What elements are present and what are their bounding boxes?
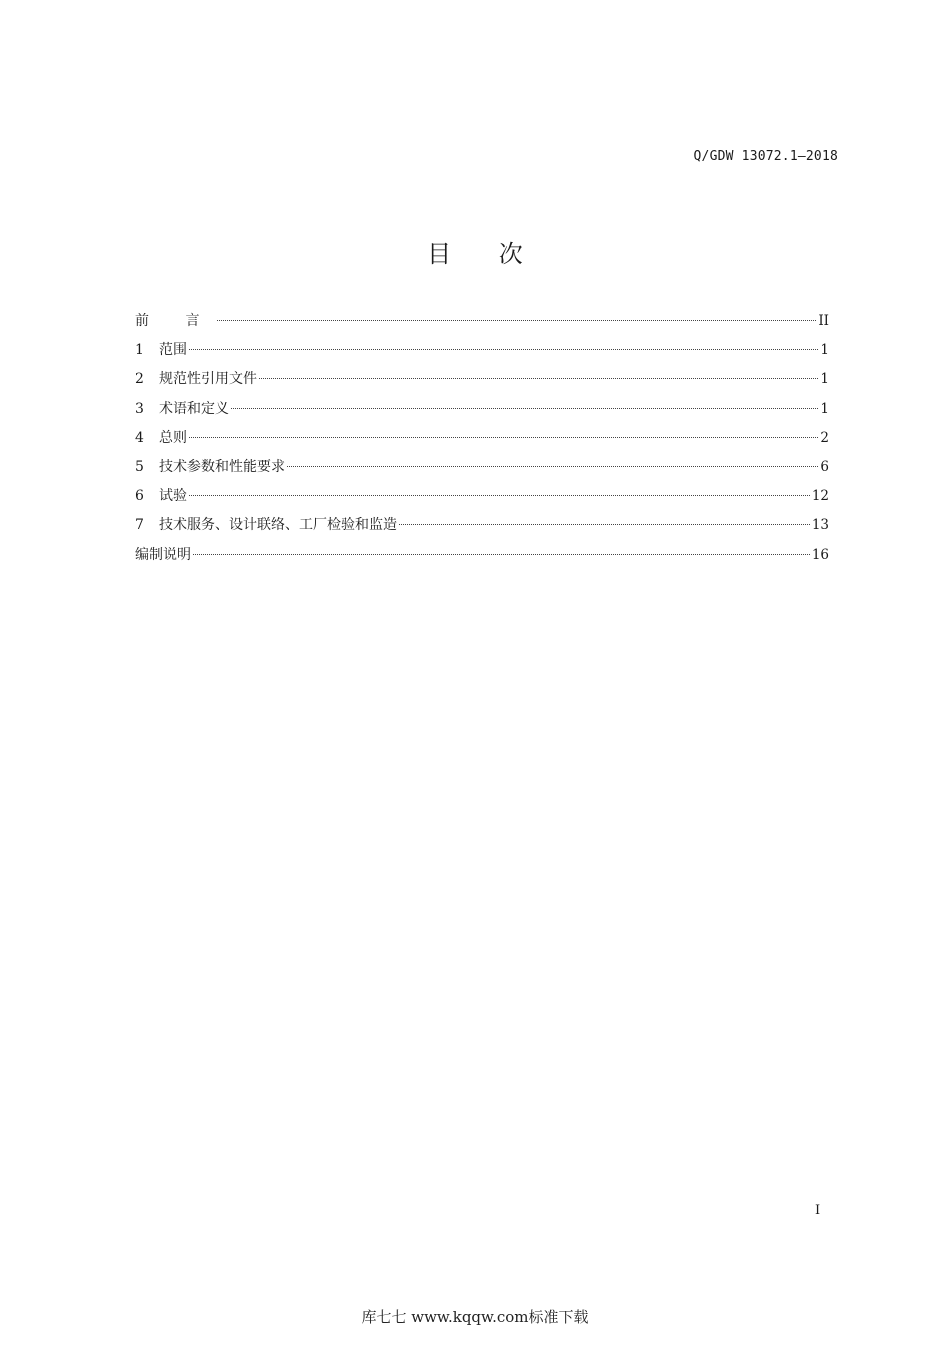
toc-dot-leader bbox=[217, 320, 816, 321]
toc-entry-tests[interactable] bbox=[135, 485, 829, 514]
toc-dot-leader bbox=[287, 466, 818, 467]
toc-entry-page: II bbox=[818, 313, 829, 329]
toc-entry-page: 1 bbox=[820, 400, 829, 417]
page-number: I bbox=[815, 1203, 821, 1218]
toc-entry-scope[interactable] bbox=[135, 339, 829, 368]
toc-entry-label: 范围 bbox=[159, 342, 187, 359]
toc-entry-foreword[interactable] bbox=[135, 310, 829, 339]
toc-entry-technical-services[interactable] bbox=[135, 514, 829, 543]
toc-entry-normative-references[interactable] bbox=[135, 368, 829, 397]
toc-entry-page: 16 bbox=[811, 546, 829, 563]
toc-entry-compilation-notes[interactable] bbox=[135, 544, 829, 573]
table-of-contents bbox=[135, 310, 829, 573]
toc-entry-page: 13 bbox=[811, 517, 829, 534]
toc-entry-page: 1 bbox=[820, 342, 829, 359]
toc-entry-number: 7 bbox=[135, 517, 144, 534]
toc-entry-general[interactable] bbox=[135, 427, 829, 456]
toc-entry-page: 6 bbox=[820, 458, 829, 475]
toc-dot-leader bbox=[189, 495, 810, 496]
toc-entry-label: 试验 bbox=[159, 488, 187, 505]
toc-dot-leader bbox=[399, 524, 810, 525]
toc-entry-number: 4 bbox=[135, 429, 144, 446]
toc-entry-number: 2 bbox=[135, 371, 144, 388]
toc-entry-label: 术语和定义 bbox=[159, 400, 229, 417]
toc-entry-number: 1 bbox=[135, 342, 144, 359]
toc-entry-label: 技术服务、设计联络、工厂检验和监造 bbox=[159, 517, 397, 534]
toc-entry-number: 6 bbox=[135, 488, 144, 505]
toc-dot-leader bbox=[193, 554, 810, 555]
toc-dot-leader bbox=[231, 408, 818, 409]
toc-entry-technical-parameters[interactable] bbox=[135, 456, 829, 485]
document-id: Q/GDW 13072.1—2018 bbox=[693, 149, 838, 164]
footer-watermark: 库七七 www.kqqw.com标准下载 bbox=[361, 1308, 589, 1326]
toc-dot-leader bbox=[189, 349, 818, 350]
toc-entry-page: 1 bbox=[820, 371, 829, 388]
toc-entry-page: 12 bbox=[811, 488, 829, 505]
toc-entry-number: 5 bbox=[135, 458, 144, 475]
toc-dot-leader bbox=[189, 437, 818, 438]
toc-entry-terms-definitions[interactable] bbox=[135, 398, 829, 427]
toc-entry-label: 前 言 bbox=[135, 313, 216, 329]
toc-title: 目 次 bbox=[427, 240, 543, 268]
toc-entry-label: 编制说明 bbox=[135, 546, 191, 563]
toc-entry-page: 2 bbox=[820, 429, 829, 446]
toc-entry-label: 技术参数和性能要求 bbox=[159, 458, 285, 475]
toc-dot-leader bbox=[259, 378, 818, 379]
toc-entry-label: 规范性引用文件 bbox=[159, 371, 257, 388]
toc-entry-number: 3 bbox=[135, 400, 144, 417]
toc-entry-label: 总则 bbox=[159, 429, 187, 446]
